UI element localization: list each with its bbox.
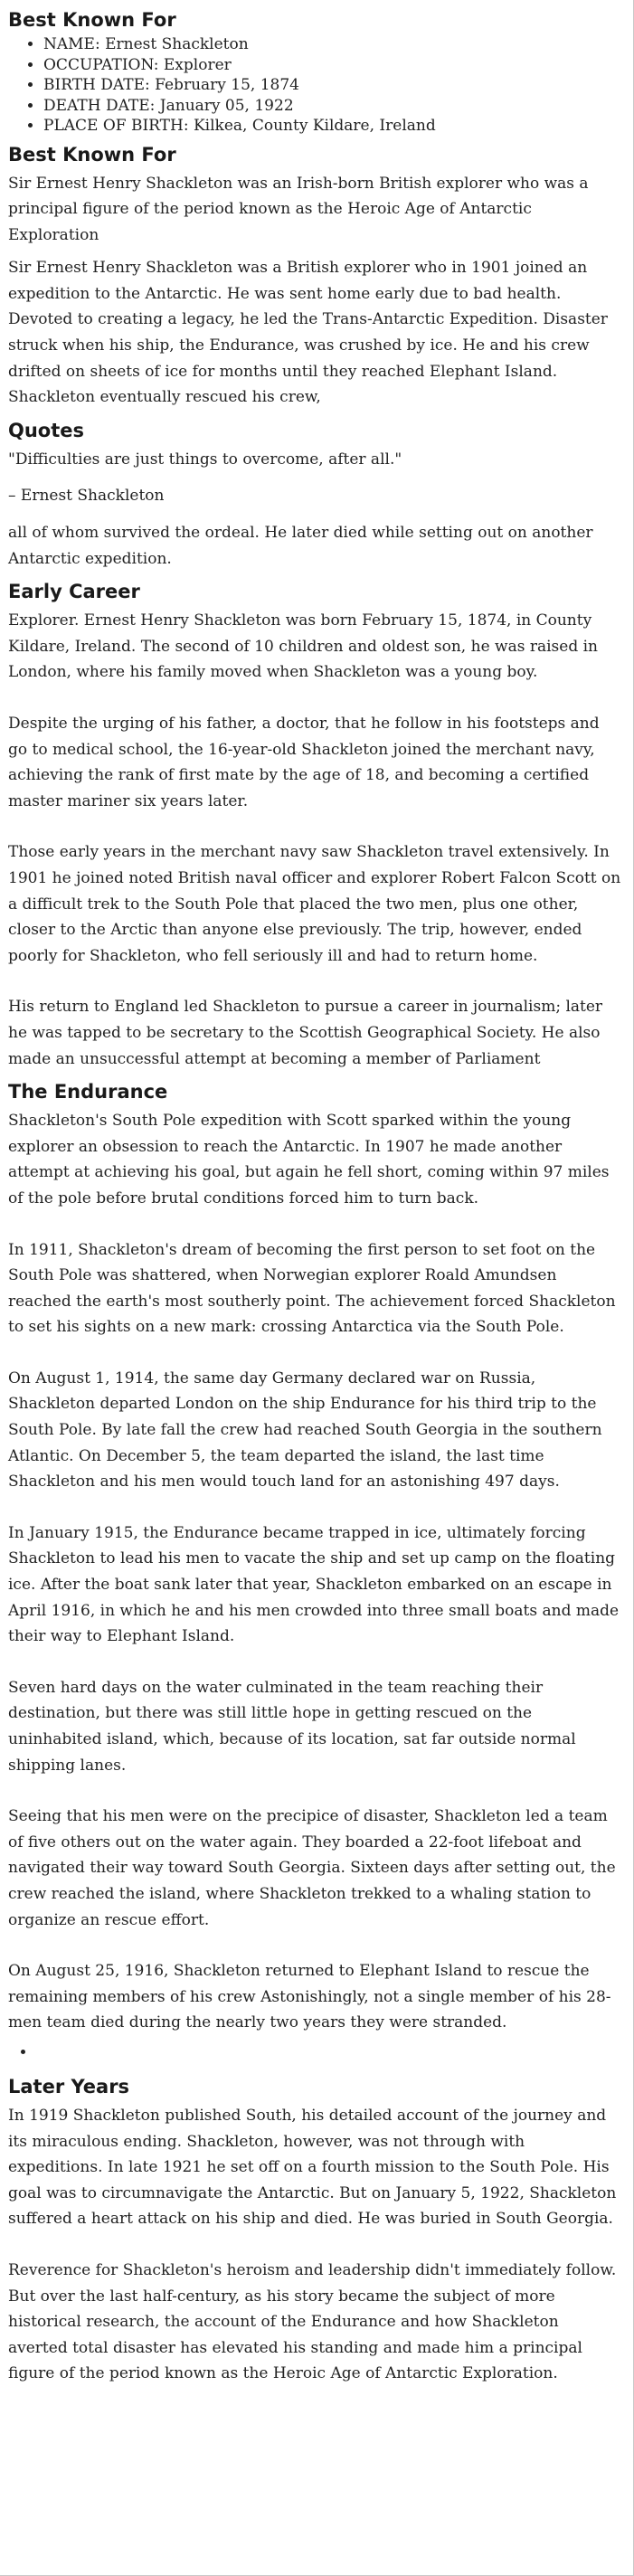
facts-list [8, 34, 622, 137]
early-career-paragraph: His return to England led Shackleton to pursue a career in journalism; later he was tapped to be secretary to the Scottish Geographical Society. He also made an unsuccessful attempt at becoming a member of Parliament [8, 998, 603, 1068]
endurance-paragraph: Shackleton's South Pole expedition with Scott sparked within the young explorer an obsession to reach the Antarctic. In 1907 he made another attempt at achieving his goal, but again he fell short, coming within 97 miles of the pole before brutal conditions forced him to turn back. [8, 1112, 610, 1208]
summary-continuation: all of whom survived the ordeal. He later died while setting out on another Antarctic expedition. [8, 524, 593, 568]
endurance-paragraph: Seeing that his men were on the precipice of disaster, Shackleton led a team of five others out on the water again. They boarded a 22-foot lifeboat and navigated their way toward South Georgia. Sixteen days after setting out, the crew reached the island, where Shackleton trekked to a whaling station to organize an rescue effort. [8, 1807, 616, 1929]
best-known-paragraph: Sir Ernest Henry Shackleton was an Irish-born British explorer who was a principal figure of the period known as the Heroic Age of Antarctic Exploration [8, 174, 589, 244]
later-years-heading: Later Years [8, 2075, 130, 2098]
quote-attribution: – Ernest Shackleton [8, 487, 165, 506]
fact-place-of-birth: • PLACE OF BIRTH: Kilkea, County Kildare, Ireland [43, 116, 622, 137]
empty-bullet-list [8, 2043, 622, 2065]
empty-list-item [36, 2043, 622, 2065]
later-years-paragraph: In 1919 Shackleton published South, his detailed account of the journey and its miraculous ending. Shackleton, however, was not through with expeditions. In late 1921 he set off on a fourth mission to the South Pole. His goal was to circumnavigate the Antarctic. But on January 5, 1922, Shackleton suffered a heart attack on his ship and died. He was buried in South Georgia. [8, 2106, 617, 2229]
best-known-heading: Best Known For [8, 143, 176, 166]
quotes-heading: Quotes [8, 419, 85, 441]
endurance-paragraph: In 1911, Shackleton's dream of becoming the first person to set foot on the South Pole was shattered, when Norwegian explorer Roald Amundsen reached the earth's most southerly point. The achievement forced Shackleton to set his sights on a new mark: crossing Antarctica via the South Pole. [8, 1240, 616, 1337]
early-career-paragraph: Those early years in the merchant navy saw Shackleton travel extensively. In 1901 he joined noted British naval officer and explorer Robert Falcon Scott on a difficult trek to the South Pole that placed the two men, plus one other, closer to the Arctic than anyone else previously. The trip, however, ended poorly for Shackleton, who fell seriously ill and had to return home. [8, 843, 621, 965]
quote-text: "Difficulties are just things to overcome, after all." [8, 450, 402, 469]
early-career-paragraph: Despite the urging of his father, a doctor, that he follow in his footsteps and go to medical school, the 16-year-old Shackleton joined the merchant navy, achieving the rank of first mate by the age of 18, and becoming a certified master mariner six years later. [8, 715, 600, 810]
fact-occupation: • OCCUPATION: Explorer [43, 55, 622, 76]
endurance-paragraph: On August 25, 1916, Shackleton returned to Elephant Island to rescue the remaining members of his crew Astonishingly, not a single member of his 28-men team died during the nearly two years they were stranded. [8, 1962, 611, 2032]
early-career-heading: Early Career [8, 581, 140, 603]
later-years-paragraph: Reverence for Shackleton's heroism and leadership didn't immediately follow. But over the last half-century, as his story became the subject of more historical research, the account of the Endurance and how Shackleton averted total disaster has elevated his standing and made him a principal figure of the period known as the Heroic Age of Antarctic Exploration. [8, 2260, 617, 2383]
fact-death-date: • DEATH DATE: January 05, 1922 [43, 96, 622, 117]
early-career-paragraph: Explorer. Ernest Henry Shackleton was born February 15, 1874, in County Kildare, Ireland. The second of 10 children and oldest son, he was raised in London, where his family moved when Shackleton was a young boy. [8, 611, 599, 682]
fact-name: • NAME: Ernest Shackleton [43, 34, 622, 55]
fact-birth-date: • BIRTH DATE: February 15, 1874 [43, 75, 622, 96]
endurance-paragraph: In January 1915, the Endurance became trapped in ice, ultimately forcing Shackleton to lead his men to vacate the ship and set up camp on the floating ice. After the boat sank later that year, Shackleton embarked on an escape in April 1916, in which he and his men crowded into three small boats and made their way to Elephant Island. [8, 1523, 620, 1646]
endurance-paragraph: On August 1, 1914, the same day Germany declared war on Russia, Shackleton departed London on the ship Endurance for his third trip to the South Pole. By late fall the crew had reached South Georgia in the southern Atlantic. On December 5, the team departed the island, the last time Shackleton and his men would touch land for an astonishing 497 days. [8, 1368, 602, 1492]
endurance-paragraph: Seven hard days on the water culminated in the team reaching their destination, but there was still little hope in getting rescued on the uninhabited island, which, because of its location, sat far outside normal shipping lanes. [8, 1678, 576, 1775]
endurance-heading: The Endurance [8, 1081, 168, 1103]
page-title: Best Known For [8, 9, 176, 31]
summary-paragraph: Sir Ernest Henry Shackleton was a British explorer who in 1901 joined an expedition to the Antarctic. He was sent home early due to bad health. Devoted to creating a legacy, he led the Trans-Antarctic Expedition. Disaster struck when his ship, the Endurance, was crushed by ice. He and his crew drifted on sheets of ice for months until they reached Elephant Island. Shackleton eventually rescued his crew, [8, 259, 608, 407]
